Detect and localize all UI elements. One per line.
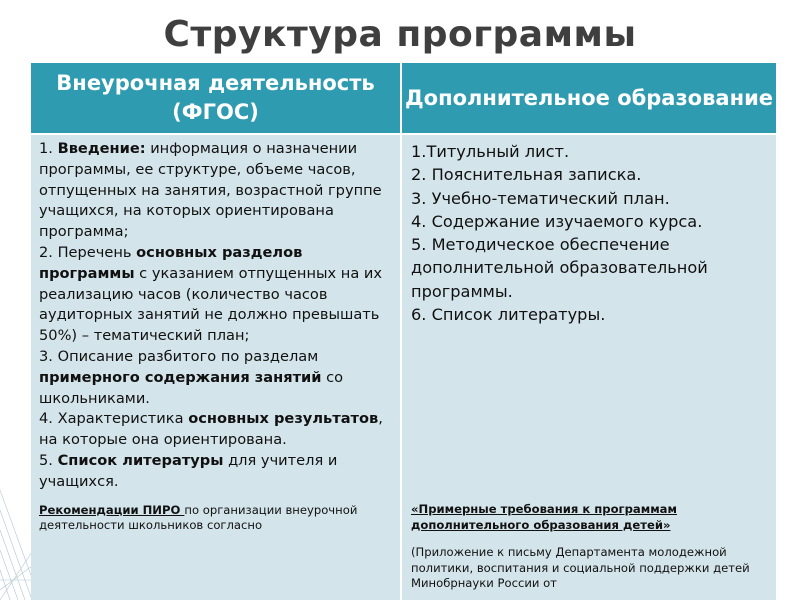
piro-recommendations-note: Рекомендации ПИРО по организации внеурочной деятельности школьников согласно	[39, 502, 358, 532]
list-item: 5. Список литературы для учителя и учащихся.	[39, 451, 338, 490]
additional-education-cell	[402, 135, 776, 600]
piro-recommendations-link[interactable]: Рекомендации ПИРО	[39, 502, 185, 517]
list-item: 1.Титульный лист.	[411, 142, 570, 161]
list-item: 3. Учебно-тематический план.	[411, 188, 670, 208]
column-header-extracurricular: Внеурочная деятельность (ФГОС)	[31, 63, 402, 133]
extracurricular-cell	[31, 135, 402, 600]
column-header-additional-education: Дополнительное образование	[402, 63, 776, 133]
list-item: 2. Пояснительная записка.	[411, 165, 642, 185]
table-body-row	[31, 133, 776, 600]
list-item: 4. Содержание изучаемого курса.	[411, 211, 703, 231]
list-item: 1. Введение: информация о назначении программы, ее структуре, объеме часов, отпущенных на занятия, возрастной группе учащихся, на которых ориентирована программа;	[39, 140, 382, 241]
comparison-table	[31, 63, 776, 600]
list-item: 4. Характеристика основных результатов, на которые она ориентирована.	[39, 410, 383, 449]
list-item: 6. Список литературы.	[411, 305, 606, 325]
table-header-row	[31, 63, 776, 133]
structure-list	[411, 140, 770, 326]
list-item: 5. Методическое обеспечение дополнительной образовательной программы.	[411, 235, 708, 301]
appendix-text: (Приложение к письму Департамента молодежной политики, воспитания и социальной поддержки детей Минобрнауки России от	[411, 545, 750, 590]
requirements-link[interactable]: «Примерные требования к программам дополнительного образования детей»	[411, 502, 677, 532]
list-item: 3. Описание разбитого по разделам примерного содержания занятий со школьниками.	[39, 347, 344, 407]
requirements-note	[411, 502, 771, 592]
slide-title: Структура программы	[163, 14, 637, 55]
list-item: 2. Перечень основных разделов программы с указанием отпущенных на их реализацию часов (количество часов аудиторных занятий не должно превышать 50%) – тематический план;	[39, 243, 383, 345]
